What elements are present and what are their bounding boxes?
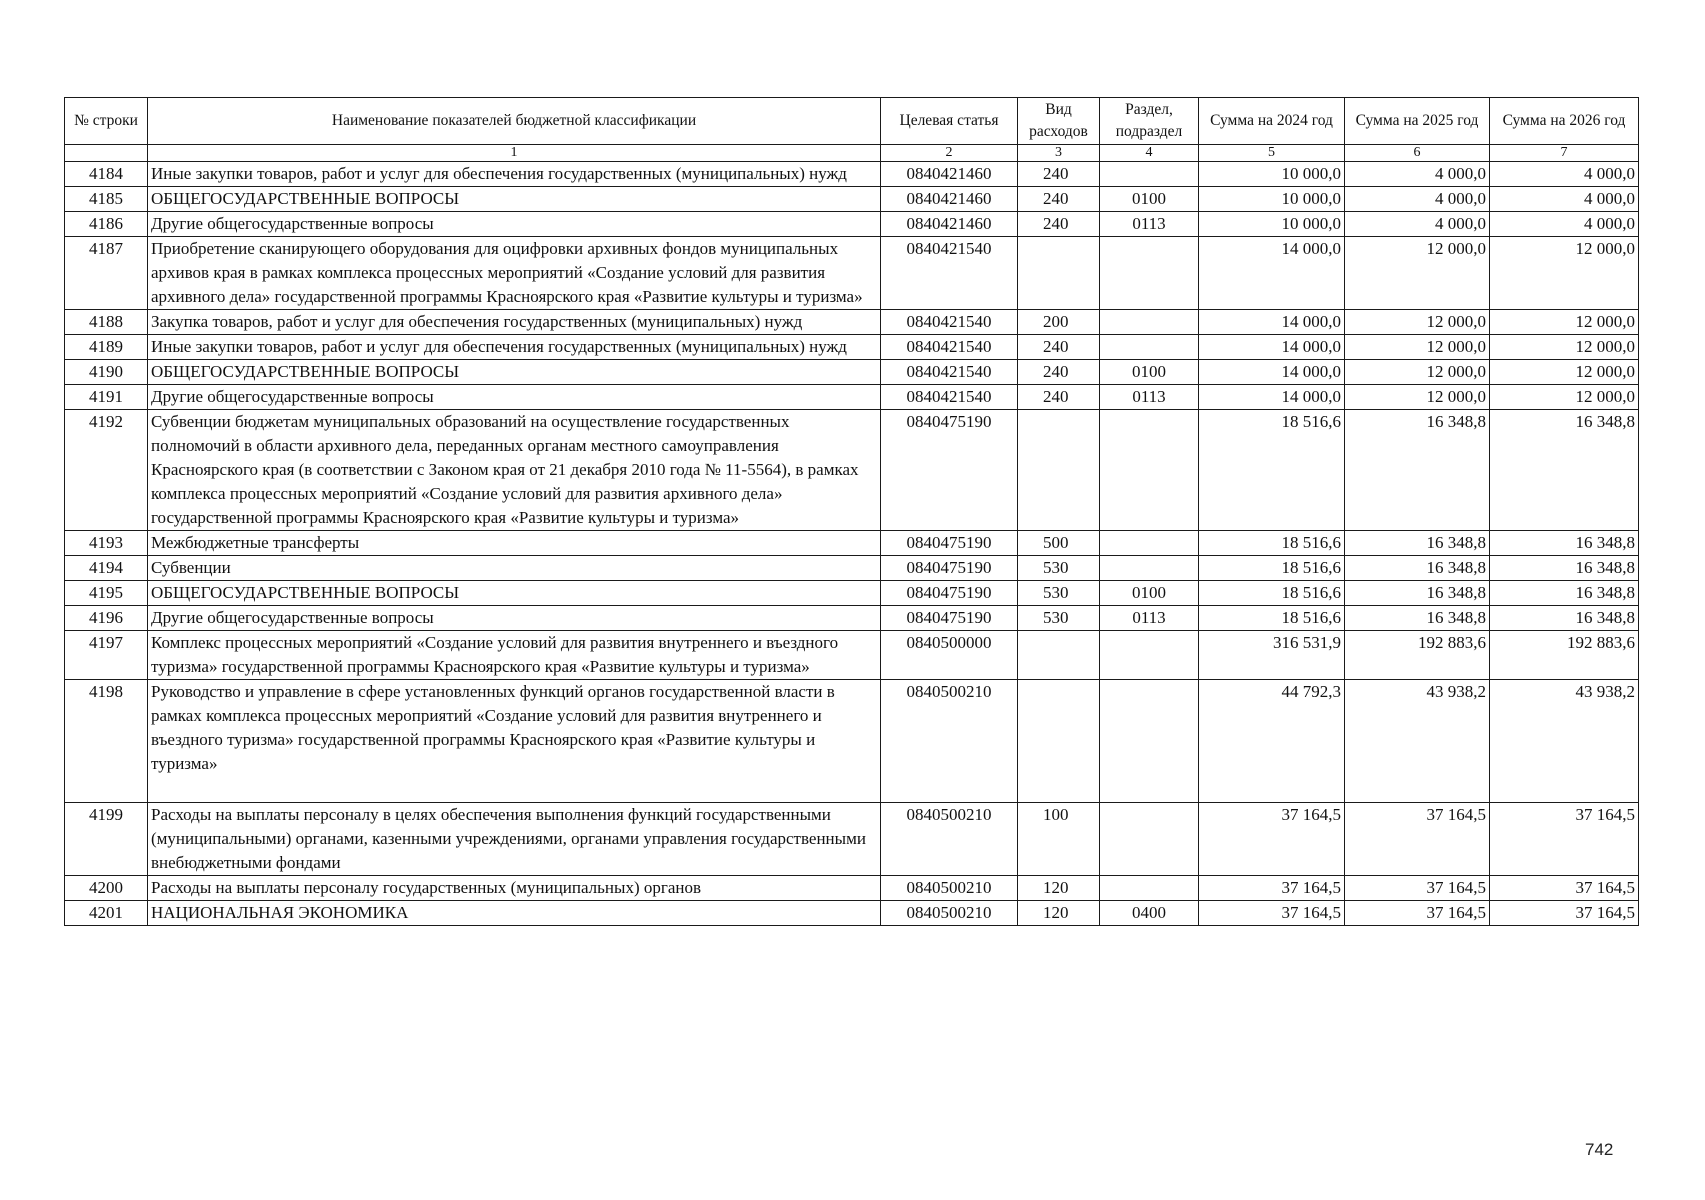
sum-2025: 16 348,8: [1345, 410, 1490, 531]
item-name: Расходы на выплаты персоналу в целях обеспечения выполнения функций государственными (муниципальными) органами, казенными учреждениями, органами управления государственными внебюджетными фондами: [148, 803, 881, 876]
column-number-cell: 6: [1345, 145, 1490, 162]
sum-2026: 43 938,2: [1490, 680, 1639, 803]
sum-2024: 37 164,5: [1199, 876, 1345, 901]
row-number: 4186: [65, 212, 148, 237]
item-name: Межбюджетные трансферты: [148, 531, 881, 556]
expense-type: [1018, 237, 1100, 310]
sum-2024: 14 000,0: [1199, 237, 1345, 310]
expense-type: [1018, 680, 1100, 803]
row-number: 4193: [65, 531, 148, 556]
sum-2026: 4 000,0: [1490, 212, 1639, 237]
expense-type: 240: [1018, 212, 1100, 237]
expense-type: 120: [1018, 901, 1100, 926]
header-cell: Наименование показателей бюджетной классификации: [148, 98, 881, 145]
sum-2024: 10 000,0: [1199, 162, 1345, 187]
item-name: Иные закупки товаров, работ и услуг для обеспечения государственных (муниципальных) нужд: [148, 162, 881, 187]
target-article: 0840475190: [881, 581, 1018, 606]
sum-2024: 14 000,0: [1199, 335, 1345, 360]
sum-2026: 16 348,8: [1490, 531, 1639, 556]
item-name: Руководство и управление в сфере установленных функций органов государственной власти в рамках комплекса процессных мероприятий «Создание условий для развития внутреннего и въездного туризма» государственной программы Красноярского края «Развитие культуры и туризма»: [148, 680, 881, 803]
table-row: [65, 335, 1639, 360]
expense-type: [1018, 631, 1100, 680]
sum-2024: 14 000,0: [1199, 310, 1345, 335]
sum-2025: 4 000,0: [1345, 187, 1490, 212]
expense-type: 240: [1018, 335, 1100, 360]
column-number-cell: [65, 145, 148, 162]
row-number: 4201: [65, 901, 148, 926]
target-article: 0840421540: [881, 237, 1018, 310]
header-cell: Сумма на 2026 год: [1490, 98, 1639, 145]
expense-type: 120: [1018, 876, 1100, 901]
row-number: 4197: [65, 631, 148, 680]
sum-2025: 192 883,6: [1345, 631, 1490, 680]
sum-2024: 14 000,0: [1199, 385, 1345, 410]
expense-type: 530: [1018, 606, 1100, 631]
sum-2026: 16 348,8: [1490, 606, 1639, 631]
section: [1100, 876, 1199, 901]
column-number-cell: 2: [881, 145, 1018, 162]
sum-2025: 16 348,8: [1345, 581, 1490, 606]
table-body: [65, 162, 1639, 926]
row-number: 4189: [65, 335, 148, 360]
section: 0100: [1100, 360, 1199, 385]
sum-2025: 37 164,5: [1345, 901, 1490, 926]
column-number-cell: 1: [148, 145, 881, 162]
target-article: 0840421540: [881, 360, 1018, 385]
expense-type: 530: [1018, 556, 1100, 581]
table-row: [65, 606, 1639, 631]
sum-2024: 18 516,6: [1199, 410, 1345, 531]
sum-2024: 37 164,5: [1199, 901, 1345, 926]
item-name: Иные закупки товаров, работ и услуг для обеспечения государственных (муниципальных) нужд: [148, 335, 881, 360]
row-number: 4192: [65, 410, 148, 531]
row-number: 4194: [65, 556, 148, 581]
column-number-cell: 4: [1100, 145, 1199, 162]
sum-2024: 14 000,0: [1199, 360, 1345, 385]
row-number: 4188: [65, 310, 148, 335]
expense-type: 240: [1018, 385, 1100, 410]
item-name: Другие общегосударственные вопросы: [148, 212, 881, 237]
expense-type: 500: [1018, 531, 1100, 556]
target-article: 0840475190: [881, 606, 1018, 631]
row-number: 4200: [65, 876, 148, 901]
item-name: Комплекс процессных мероприятий «Создание условий для развития внутреннего и въездного туризма» государственной программы Красноярского края «Развитие культуры и туризма»: [148, 631, 881, 680]
sum-2026: 12 000,0: [1490, 335, 1639, 360]
sum-2026: 12 000,0: [1490, 310, 1639, 335]
table-row: [65, 581, 1639, 606]
section: 0100: [1100, 187, 1199, 212]
table-row: [65, 556, 1639, 581]
section: [1100, 680, 1199, 803]
header-cell: № строки: [65, 98, 148, 145]
header-cell: Сумма на 2025 год: [1345, 98, 1490, 145]
target-article: 0840421540: [881, 335, 1018, 360]
page-number: 742: [1585, 1140, 1614, 1159]
target-article: 0840421460: [881, 162, 1018, 187]
sum-2024: 18 516,6: [1199, 556, 1345, 581]
target-article: 0840500210: [881, 803, 1018, 876]
row-number: 4195: [65, 581, 148, 606]
section: [1100, 631, 1199, 680]
section: 0113: [1100, 606, 1199, 631]
sum-2026: 192 883,6: [1490, 631, 1639, 680]
sum-2026: 12 000,0: [1490, 360, 1639, 385]
section: [1100, 803, 1199, 876]
sum-2024: 18 516,6: [1199, 531, 1345, 556]
table-row: [65, 631, 1639, 680]
sum-2024: 10 000,0: [1199, 187, 1345, 212]
expense-type: 240: [1018, 162, 1100, 187]
table-row: [65, 680, 1639, 803]
item-name: НАЦИОНАЛЬНАЯ ЭКОНОМИКА: [148, 901, 881, 926]
header-cell: Вид расходов: [1018, 98, 1100, 145]
expense-type: 200: [1018, 310, 1100, 335]
section: [1100, 556, 1199, 581]
item-name: Расходы на выплаты персоналу государственных (муниципальных) органов: [148, 876, 881, 901]
table-row: [65, 237, 1639, 310]
expense-type: 100: [1018, 803, 1100, 876]
row-number: 4196: [65, 606, 148, 631]
header-cell: Целевая статья: [881, 98, 1018, 145]
item-name: ОБЩЕГОСУДАРСТВЕННЫЕ ВОПРОСЫ: [148, 581, 881, 606]
row-number: 4190: [65, 360, 148, 385]
sum-2025: 16 348,8: [1345, 606, 1490, 631]
header-cell: Сумма на 2024 год: [1199, 98, 1345, 145]
sum-2026: 4 000,0: [1490, 187, 1639, 212]
sum-2026: 37 164,5: [1490, 803, 1639, 876]
sum-2024: 44 792,3: [1199, 680, 1345, 803]
target-article: 0840500210: [881, 876, 1018, 901]
row-number: 4187: [65, 237, 148, 310]
sum-2025: 37 164,5: [1345, 876, 1490, 901]
table-row: [65, 360, 1639, 385]
header-row: [65, 98, 1639, 145]
table-row: [65, 385, 1639, 410]
section: 0100: [1100, 581, 1199, 606]
row-number: 4199: [65, 803, 148, 876]
header-cell: Раздел, подраздел: [1100, 98, 1199, 145]
sum-2025: 12 000,0: [1345, 360, 1490, 385]
table-row: [65, 531, 1639, 556]
table-row: [65, 310, 1639, 335]
item-name: Субвенции бюджетам муниципальных образований на осуществление государственных полномочий в области архивного дела, переданных органам местного самоуправления Красноярского края (в соответствии с Законом края от 21 декабря 2010 года № 11-5564), в рамках комплекса процессных мероприятий «Создание условий для развития архивного дела» государственной программы Красноярского края «Развитие культуры и туризма»: [148, 410, 881, 531]
section: 0400: [1100, 901, 1199, 926]
sum-2026: 12 000,0: [1490, 237, 1639, 310]
target-article: 0840421460: [881, 212, 1018, 237]
item-name: Другие общегосударственные вопросы: [148, 385, 881, 410]
item-name: ОБЩЕГОСУДАРСТВЕННЫЕ ВОПРОСЫ: [148, 187, 881, 212]
target-article: 0840421460: [881, 187, 1018, 212]
sum-2025: 12 000,0: [1345, 310, 1490, 335]
expense-type: 240: [1018, 360, 1100, 385]
sum-2026: 16 348,8: [1490, 581, 1639, 606]
sum-2026: 37 164,5: [1490, 876, 1639, 901]
sum-2025: 43 938,2: [1345, 680, 1490, 803]
column-number-row: [65, 145, 1639, 162]
target-article: 0840500210: [881, 680, 1018, 803]
column-number-cell: 7: [1490, 145, 1639, 162]
item-name: ОБЩЕГОСУДАРСТВЕННЫЕ ВОПРОСЫ: [148, 360, 881, 385]
sum-2026: 16 348,8: [1490, 556, 1639, 581]
column-number-cell: 5: [1199, 145, 1345, 162]
target-article: 0840475190: [881, 410, 1018, 531]
sum-2025: 12 000,0: [1345, 335, 1490, 360]
sum-2024: 10 000,0: [1199, 212, 1345, 237]
expense-type: 530: [1018, 581, 1100, 606]
sum-2025: 12 000,0: [1345, 237, 1490, 310]
sum-2026: 16 348,8: [1490, 410, 1639, 531]
sum-2025: 37 164,5: [1345, 803, 1490, 876]
sum-2024: 18 516,6: [1199, 606, 1345, 631]
section: 0113: [1100, 212, 1199, 237]
sum-2025: 4 000,0: [1345, 212, 1490, 237]
item-name: Субвенции: [148, 556, 881, 581]
table-row: [65, 162, 1639, 187]
expense-type: [1018, 410, 1100, 531]
table-row: [65, 803, 1639, 876]
table-row: [65, 187, 1639, 212]
sum-2025: 4 000,0: [1345, 162, 1490, 187]
item-name: Другие общегосударственные вопросы: [148, 606, 881, 631]
row-number: 4198: [65, 680, 148, 803]
table-row: [65, 876, 1639, 901]
section: [1100, 335, 1199, 360]
sum-2024: 316 531,9: [1199, 631, 1345, 680]
target-article: 0840421540: [881, 385, 1018, 410]
expense-type: 240: [1018, 187, 1100, 212]
sum-2026: 4 000,0: [1490, 162, 1639, 187]
row-number: 4191: [65, 385, 148, 410]
sum-2026: 37 164,5: [1490, 901, 1639, 926]
sum-2025: 16 348,8: [1345, 531, 1490, 556]
table-row: [65, 212, 1639, 237]
section: [1100, 162, 1199, 187]
column-number-cell: 3: [1018, 145, 1100, 162]
section: [1100, 410, 1199, 531]
sum-2024: 37 164,5: [1199, 803, 1345, 876]
row-number: 4184: [65, 162, 148, 187]
target-article: 0840500210: [881, 901, 1018, 926]
table-row: [65, 410, 1639, 531]
target-article: 0840500000: [881, 631, 1018, 680]
table-row: [65, 901, 1639, 926]
section: 0113: [1100, 385, 1199, 410]
budget-table: [64, 97, 1639, 926]
section: [1100, 237, 1199, 310]
row-number: 4185: [65, 187, 148, 212]
sum-2024: 18 516,6: [1199, 581, 1345, 606]
target-article: 0840475190: [881, 531, 1018, 556]
sum-2026: 12 000,0: [1490, 385, 1639, 410]
sum-2025: 12 000,0: [1345, 385, 1490, 410]
section: [1100, 310, 1199, 335]
item-name: Приобретение сканирующего оборудования для оцифровки архивных фондов муниципальных архивов края в рамках комплекса процессных мероприятий «Создание условий для развития архивного дела» государственной программы Красноярского края «Развитие культуры и туризма»: [148, 237, 881, 310]
target-article: 0840421540: [881, 310, 1018, 335]
sum-2025: 16 348,8: [1345, 556, 1490, 581]
section: [1100, 531, 1199, 556]
target-article: 0840475190: [881, 556, 1018, 581]
item-name: Закупка товаров, работ и услуг для обеспечения государственных (муниципальных) нужд: [148, 310, 881, 335]
